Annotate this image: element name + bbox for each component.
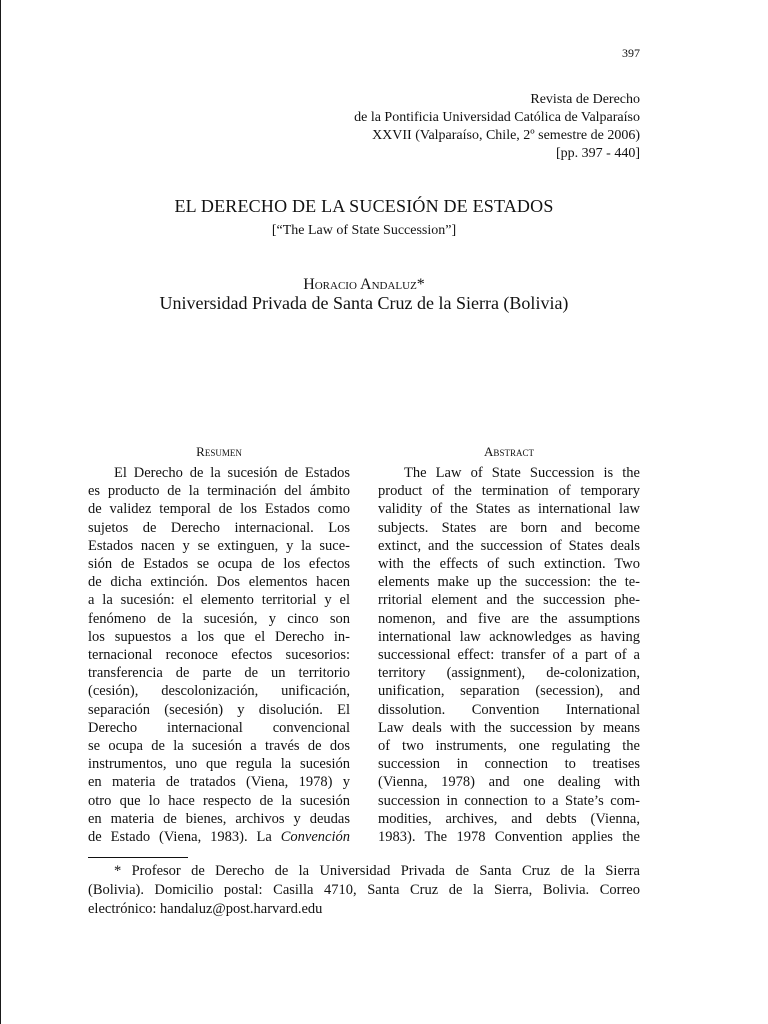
abstract-line: dissolution. Convention International [378, 701, 640, 718]
abstract-line: 1983). The 1978 Convention applies the [378, 829, 640, 846]
journal-publisher: de la Pontificia Universidad Católica de Valparaíso [354, 110, 640, 125]
page-number: 397 [622, 46, 640, 60]
resumen-line: en materia de tratados (Viena, 1978) y [88, 774, 350, 791]
resumen-heading: Resumen [196, 444, 242, 459]
abstract-heading: Abstract [484, 444, 534, 459]
footnote-line: (Bolivia). Domicilio postal: Casilla 4710, Santa Cruz de la Sierra, Bolivia. Correo [88, 882, 640, 898]
footnote-rule [88, 857, 188, 858]
abstract-line: international law acknowledges as having [378, 628, 640, 645]
footnote-line: electrónico: handaluz@post.harvard.edu [88, 901, 323, 917]
abstract-line: rritorial element and the succession phe- [378, 592, 640, 609]
resumen-line: en materia de bienes, archivos y deudas [88, 810, 350, 827]
abstract-column [378, 444, 640, 846]
abstract-line: territory (assignment), de-colonization, [378, 665, 640, 682]
resumen-line: separación (secesión) y disolución. El [88, 701, 350, 718]
abstract-line: The Law of State Succession is the [404, 465, 640, 481]
resumen-line: Derecho internacional convencional [88, 719, 350, 736]
author-affiliation: Universidad Privada de Santa Cruz de la Sierra (Bolivia) [159, 293, 569, 313]
journal-name: Revista de Derecho [530, 92, 640, 107]
resumen-line: ternacional reconoce efectos sucesorios: [88, 647, 350, 664]
resumen-last-line-text: de Estado (Viena, 1983). La [88, 829, 281, 846]
resumen-line: fenómeno de la sucesión, y cinco son [88, 610, 350, 627]
abstract-line: elements make up the succession: the te- [378, 574, 640, 591]
abstract-line: successional effect: transfer of a part of a [378, 647, 640, 664]
journal-volume: XXVII (Valparaíso, Chile, 2º semestre de 2006) [372, 128, 640, 143]
resumen-line: sión de Estados se ocupa de los efectos [88, 556, 350, 573]
abstract-line: modities, archives, and debts (Vienna, [378, 810, 640, 827]
abstract-line: of two instruments, one regulating the [378, 738, 640, 755]
abstract-line: extinct, and the succession of States deals [378, 537, 640, 554]
resumen-line: de dicha extinción. Dos elementos hacen [88, 574, 350, 591]
resumen-line: instrumentos, uno que regula la sucesión [88, 756, 350, 773]
resumen-line: se ocupa de la sucesión a través de dos [88, 738, 350, 755]
resumen-line: es producto de la terminación del ámbito [88, 483, 350, 500]
resumen-line: Estados nacen y se extinguen, y la suce- [88, 537, 350, 554]
abstract-line: succession in connection to a State’s com- [378, 792, 640, 809]
resumen-line: El Derecho de la sucesión de Estados [114, 465, 350, 481]
article-title: EL DERECHO DE LA SUCESIÓN DE ESTADOS [174, 196, 554, 216]
resumen-line: de validez temporal de los Estados como [88, 501, 350, 518]
resumen-line: los supuestos a los que el Derecho in- [88, 628, 350, 645]
journal-reference [354, 91, 640, 163]
article-subtitle: [“The Law of State Succession”] [271, 223, 457, 238]
author-footnote [88, 862, 640, 919]
abstract-line: nomenon, and five are the assumptions [378, 610, 640, 627]
abstract-line: subjects. States are born and become [378, 519, 640, 536]
resumen-line: a la sucesión: el elemento territorial y el [88, 592, 350, 609]
abstract-line: succession in connection to treatises [378, 756, 640, 773]
resumen-body [88, 464, 350, 846]
journal-pages: [pp. 397 - 440] [556, 146, 640, 161]
resumen-line: (cesión), descolonización, unificación, [88, 683, 350, 700]
abstract-line: unification, separation (secession), and [378, 683, 640, 700]
abstract-body [378, 464, 640, 846]
resumen-last-line [88, 828, 350, 846]
author-name: Horacio Andaluz* [303, 276, 425, 293]
page-edge-line [0, 0, 1, 1024]
resumen-line: sujetos de Derecho internacional. Los [88, 519, 350, 536]
abstract-line: product of the termination of temporary [378, 483, 640, 500]
abstract-line: validity of the States as international law [378, 501, 640, 518]
resumen-last-line-italic: Convención [280, 829, 350, 846]
resumen-line: otro que lo hace respecto de la sucesión [88, 792, 350, 809]
abstract-line: (Vienna, 1978) and one dealing with [378, 774, 640, 791]
resumen-line: transferencia de parte de un territorio [88, 665, 350, 682]
resumen-column [88, 444, 350, 846]
abstract-line: with the effects of such extinction. Two [378, 556, 640, 573]
abstract-line: Law deals with the succession by means [378, 719, 640, 736]
footnote-line: * Profesor de Derecho de la Universidad Privada de Santa Cruz de la Sierra [114, 863, 640, 879]
